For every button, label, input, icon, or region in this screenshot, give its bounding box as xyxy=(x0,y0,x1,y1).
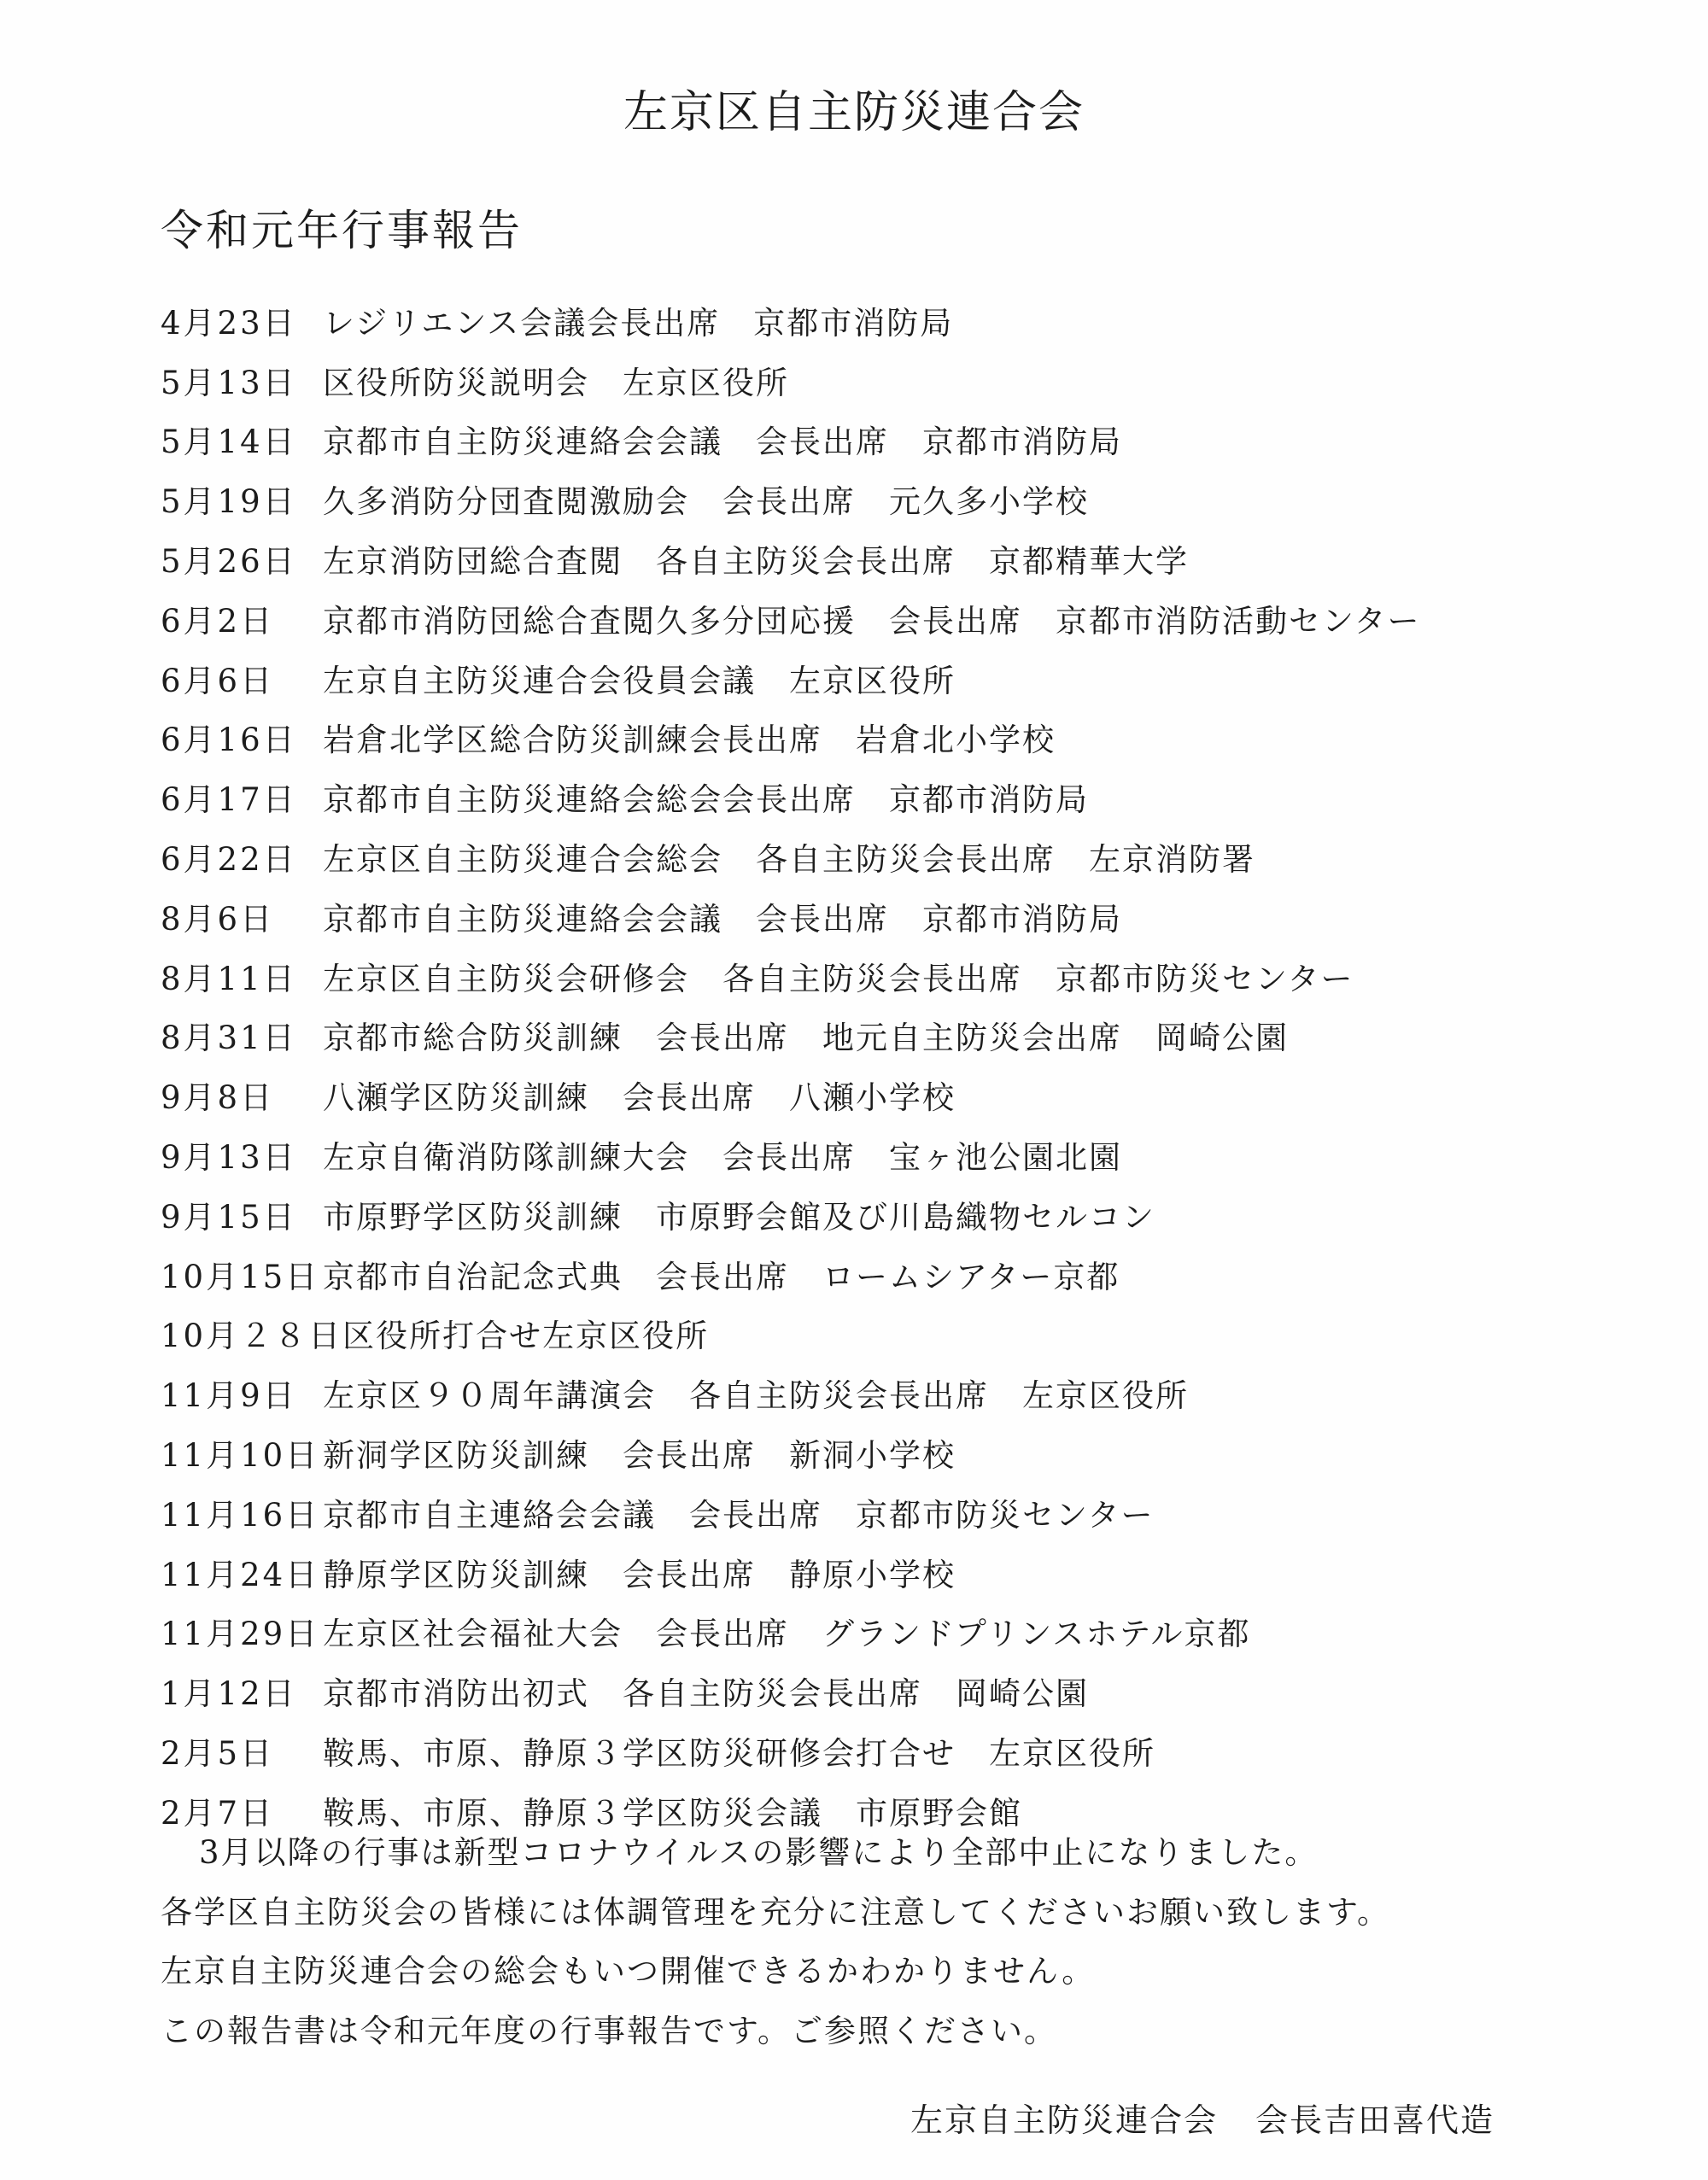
event-description: 京都市自主連絡会会議 会長出席 京都市防災センター xyxy=(323,1496,1155,1534)
signature-name: 会長吉田喜代造 xyxy=(1255,2101,1494,2139)
event-description: 左京区社会福祉大会 会長出席 グランドプリンスホテル京都 xyxy=(323,1616,1251,1653)
event-date: 8月31日 xyxy=(161,1020,297,1057)
report-title: 令和元年行事報告 xyxy=(161,206,523,255)
note-general-meeting: 左京自主防災連合会の総会もいつ開催できるかわかりません。 xyxy=(161,1953,1096,1990)
event-date: 8月11日 xyxy=(161,960,297,997)
event-item xyxy=(161,1721,1612,1780)
event-date: 2月5日 xyxy=(161,1735,275,1773)
event-date: 11月10日 xyxy=(161,1437,320,1475)
event-description: 鞍馬、市原、静原３学区防災研修会打合せ 左京区役所 xyxy=(323,1735,1155,1773)
event-item xyxy=(161,708,1612,768)
event-description: 八瀬学区防災訓練 会長出席 八瀬小学校 xyxy=(323,1079,956,1117)
event-date: 11月29日 xyxy=(161,1616,320,1653)
event-item xyxy=(161,1006,1612,1066)
event-description: 京都市総合防災訓練 会長出席 地元自主防災会出席 岡崎公園 xyxy=(323,1020,1289,1057)
event-item xyxy=(161,1184,1612,1244)
event-item xyxy=(161,410,1612,470)
event-description: 京都市自主防災連絡会会議 会長出席 京都市消防局 xyxy=(323,424,1122,461)
event-item xyxy=(161,1363,1612,1423)
event-date: 4月23日 xyxy=(161,304,297,342)
event-item xyxy=(161,469,1612,529)
note-health: 各学区自主防災会の皆様には体調管理を充分に注意してくださいお願い致します。 xyxy=(161,1893,1391,1931)
event-item xyxy=(161,1542,1612,1602)
event-item xyxy=(161,290,1612,350)
event-list xyxy=(161,290,1612,1840)
event-item xyxy=(161,1602,1612,1662)
event-date: 6月17日 xyxy=(161,781,297,819)
event-date: 5月19日 xyxy=(161,483,297,521)
event-item xyxy=(161,350,1612,410)
event-description: 京都市自主防災連絡会会議 会長出席 京都市消防局 xyxy=(323,900,1122,938)
event-date: 5月26日 xyxy=(161,543,297,581)
signature-organization: 左京自主防災連合会 xyxy=(910,2101,1218,2139)
event-date: 2月7日 xyxy=(161,1794,275,1832)
event-description: 左京区自主防災会研修会 各自主防災会長出席 京都市防災センター xyxy=(323,960,1354,997)
note-cancellation: 3月以降の行事は新型コロナウイルスの影響により全部中止になりました。 xyxy=(199,1834,1319,1871)
event-description: 市原野学区防災訓練 市原野会館及び川島織物セルコン xyxy=(323,1198,1155,1236)
event-description: 京都市自主防災連絡会総会会長出席 京都市消防局 xyxy=(323,781,1089,819)
event-date: 11月16日 xyxy=(161,1496,320,1534)
event-item xyxy=(161,1244,1612,1304)
event-description: 久多消防分団査閲激励会 会長出席 元久多小学校 xyxy=(323,483,1089,521)
event-item xyxy=(161,946,1612,1006)
event-date: 6月2日 xyxy=(161,602,275,640)
note-reference: この報告書は令和元年度の行事報告です。ご参照ください。 xyxy=(161,2012,1058,2049)
event-item xyxy=(161,1304,1612,1364)
event-description: 京都市消防出初式 各自主防災会長出席 岡崎公園 xyxy=(323,1675,1089,1713)
event-date: 10月２８日 xyxy=(161,1318,343,1355)
event-description: 区役所防災説明会 左京区役所 xyxy=(323,364,789,401)
event-item xyxy=(161,1482,1612,1542)
event-item xyxy=(161,767,1612,827)
notes-section xyxy=(161,1823,1629,2060)
event-date: 5月14日 xyxy=(161,424,297,461)
event-description: 京都市消防団総合査閲久多分団応援 会長出席 京都市消防活動センター xyxy=(323,602,1421,640)
event-date: 8月6日 xyxy=(161,900,275,938)
event-description: 左京自衛消防隊訓練大会 会長出席 宝ヶ池公園北園 xyxy=(323,1139,1122,1177)
event-description: 新洞学区防災訓練 会長出席 新洞小学校 xyxy=(323,1437,956,1475)
event-date: 6月22日 xyxy=(161,841,297,879)
event-item xyxy=(161,529,1612,588)
event-description: 鞍馬、市原、静原３学区防災会議 市原野会館 xyxy=(323,1794,1022,1832)
event-date: 11月24日 xyxy=(161,1556,320,1593)
event-date: 1月12日 xyxy=(161,1675,297,1713)
event-date: 11月9日 xyxy=(161,1377,297,1415)
event-date: 6月16日 xyxy=(161,722,297,759)
event-item xyxy=(161,1125,1612,1184)
event-date: 6月6日 xyxy=(161,662,275,699)
signature xyxy=(910,2090,1494,2150)
event-item xyxy=(161,648,1612,708)
event-description: 岩倉北学区総合防災訓練会長出席 岩倉北小学校 xyxy=(323,722,1056,759)
event-item xyxy=(161,1423,1612,1482)
event-item xyxy=(161,886,1612,946)
event-date: 9月13日 xyxy=(161,1139,297,1177)
event-item xyxy=(161,1661,1612,1721)
event-description: 左京区自主防災連合会総会 各自主防災会長出席 左京消防署 xyxy=(323,841,1255,879)
event-date: 5月13日 xyxy=(161,364,297,401)
event-description: 左京自主防災連合会役員会議 左京区役所 xyxy=(323,662,956,699)
event-date: 9月15日 xyxy=(161,1198,297,1236)
event-date: 10月15日 xyxy=(161,1258,320,1295)
event-description: 京都市自治記念式典 会長出席 ロームシアター京都 xyxy=(323,1258,1120,1295)
event-description: 静原学区防災訓練 会長出席 静原小学校 xyxy=(323,1556,956,1593)
event-item xyxy=(161,1065,1612,1125)
organization-title: 左京区自主防災連合会 xyxy=(623,87,1085,138)
event-item xyxy=(161,588,1612,648)
event-description: 左京消防団総合査閲 各自主防災会長出席 京都精華大学 xyxy=(323,543,1189,581)
event-description: レジリエンス会議会長出席 京都市消防局 xyxy=(323,304,954,342)
event-item xyxy=(161,827,1612,886)
event-description: 区役所打合せ左京区役所 xyxy=(342,1318,710,1355)
event-description: 左京区９０周年講演会 各自主防災会長出席 左京区役所 xyxy=(323,1377,1189,1415)
event-date: 9月8日 xyxy=(161,1079,275,1117)
